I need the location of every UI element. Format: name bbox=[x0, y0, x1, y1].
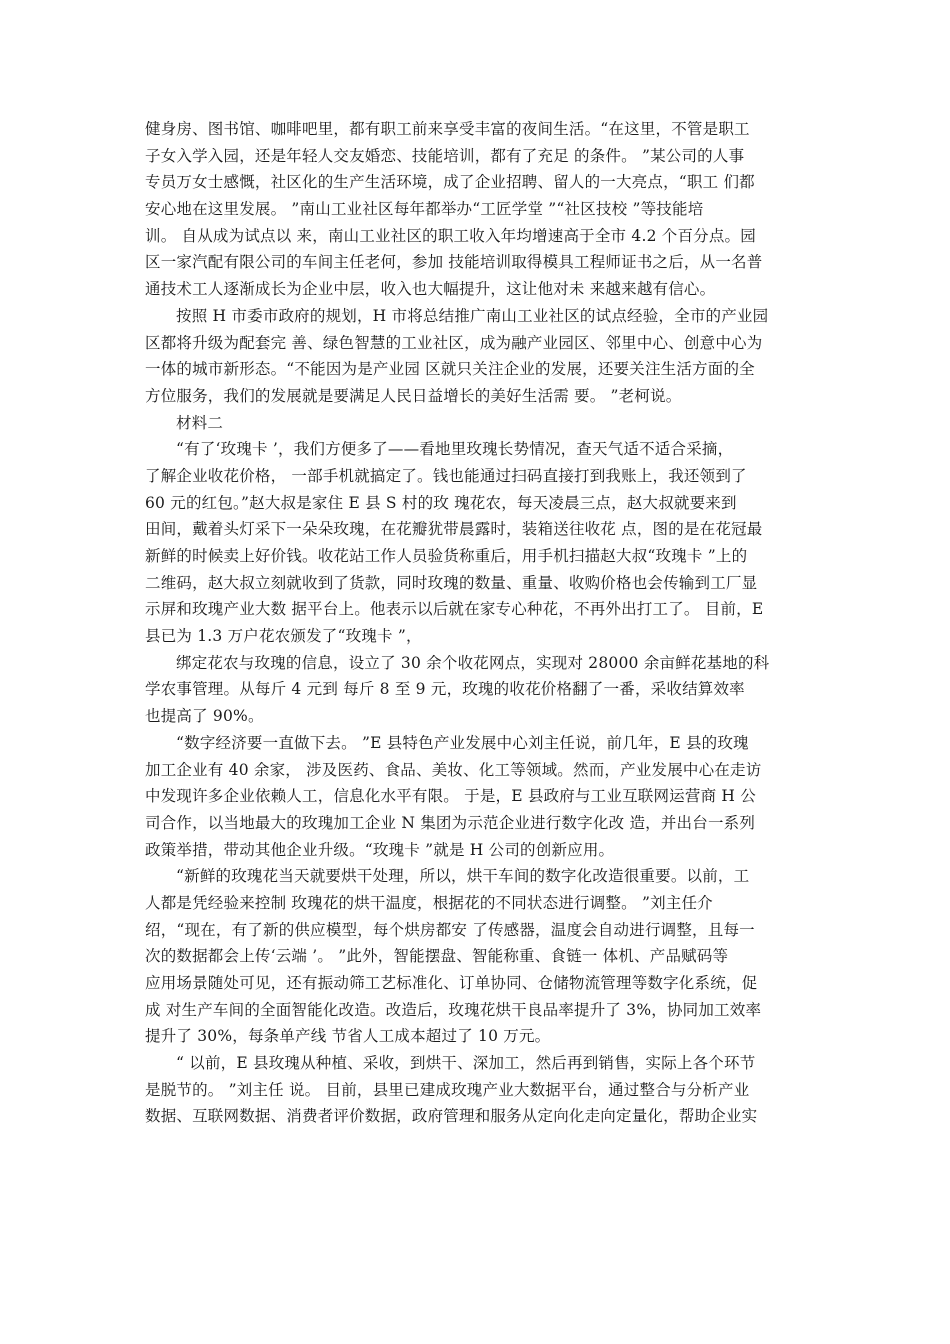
text-line: 一体的城市新形态。“不能因为是产业园 区就只关注企业的发展，还要关注生活方面的全 bbox=[145, 360, 755, 379]
text-line: 了解企业收花价格， 一部手机就搞定了。钱也能通过扫码直接打到我账上，我还领到了 bbox=[145, 466, 747, 485]
text-line: 健身房、图书馆、咖啡吧里，都有职工前来享受丰富的夜间生活。“在这里，不管是职工 bbox=[145, 120, 750, 138]
text-line: 安心地在这里发展。 ”南山工业社区每年都举办“工匠学堂 ”“社区技校 ”等技能培 bbox=[145, 200, 704, 219]
text-line: 人都是凭经验来控制 玫瑰花的烘干温度，根据花的不同状态进行调整。 ”刘主任介 bbox=[145, 893, 713, 912]
text-line: 提升了 30%，每条单产线 节省人工成本超过了 10 万元。 bbox=[145, 1027, 551, 1046]
text-line: 示屏和玫瑰产业大数 据平台上。他表示以后就在家专心种花，不再外出打工了。 目前，E bbox=[145, 600, 764, 619]
text-line: 是脱节的。 ”刘主任 说。 目前，县里已建成玫瑰产业大数据平台，通过整合与分析产业 bbox=[145, 1080, 750, 1099]
text-line: 二维码，赵大叔立刻就收到了货款，同时玫瑰的数量、重量、收购价格也会传输到工厂显 bbox=[145, 573, 758, 592]
text-line: 通技术工人逐渐成长为企业中层，收入也大幅提升，这让他对未 来越来越有信心。 bbox=[145, 280, 716, 299]
text-line: 成 对生产车间的全面智能化改造。改造后，玫瑰花烘干良品率提升了 3%，协同加工效率 bbox=[145, 1000, 762, 1019]
text-line: 材料二 bbox=[176, 413, 224, 432]
text-line: 新鲜的时候卖上好价钱。收花站工作人员验货称重后，用手机扫描赵大叔“玫瑰卡 ”上的 bbox=[145, 547, 748, 565]
text-line: 应用场景随处可见，还有振动筛工艺标准化、订单协同、仓储物流管理等数字化系统，促 bbox=[145, 974, 758, 992]
text-line: 田间，戴着头灯采下一朵朵玫瑰，在花瓣犹带晨露时，装箱送往收花 点，图的是在花冠最 bbox=[145, 520, 763, 539]
text-line: 绑定花农与玫瑰的信息，设立了 30 余个收花网点，实现对 28000 余亩鲜花基地的科 bbox=[176, 653, 770, 672]
text-line: 司合作，以当地最大的玫瑰加工企业 N 集团为示范企业进行数字化改 造，并出台一系列 bbox=[145, 813, 756, 832]
text-line: 县已为 1.3 万户花农颁发了“玫瑰卡 ”， bbox=[145, 627, 422, 646]
text-line: 学农事管理。从每斤 4 元到 每斤 8 至 9 元，玫瑰的收花价格翻了一番，采收结算效率 bbox=[145, 680, 745, 699]
text-line: 也提高了 90%。 bbox=[145, 707, 264, 726]
text-line: “有了‘玫瑰卡 ’，我们方便多了——看地里玫瑰长势情况，查天气适不适合采摘， bbox=[176, 440, 734, 459]
text-line: “数字经济要一直做下去。 ”E 县特色产业发展中心刘主任说，前几年，E 县的玫瑰 bbox=[176, 733, 749, 752]
text-line: 按照 H 市委市政府的规划，H 市将总结推广南山工业社区的试点经验，全市的产业园 bbox=[176, 306, 769, 325]
text-line: 数据、互联网数据、消费者评价数据，政府管理和服务从定向化走向定量化，帮助企业实 bbox=[145, 1107, 758, 1126]
text-line: 区都将升级为配套完 善、绿色智慧的工业社区，成为融产业园区、邻里中心、创意中心为 bbox=[145, 333, 763, 352]
text-line: 次的数据都会上传‘云端 ’。 ”此外，智能摆盘、智能称重、食链一 体机、产品赋码等 bbox=[145, 947, 729, 966]
document-page bbox=[145, 116, 809, 1130]
text-line: 专员万女士感慨，社区化的生产生活环境，成了企业招聘、留人的一大亮点，“职工 们都 bbox=[145, 173, 755, 192]
text-line: “新鲜的玫瑰花当天就要烘干处理，所以，烘干车间的数字化改造很重要。以前，工 bbox=[176, 867, 750, 886]
text-line: 区一家汽配有限公司的车间主任老何，参加 技能培训取得模具工程师证书之后，从一名普 bbox=[145, 253, 763, 272]
text-line: 绍，“现在，有了新的供应模型，每个烘房都安 了传感器，温度会自动进行调整，且每一 bbox=[145, 920, 755, 939]
text-line: 中发现许多企业依赖人工，信息化水平有限。 于是，E 县政府与工业互联网运营商 H 公 bbox=[145, 787, 756, 806]
text-line: 子女入学入园，还是年轻人交友婚恋、技能培训，都有了充足 的条件。 ”某公司的人事 bbox=[145, 146, 745, 165]
text-line: 训。 自从成为试点以 来，南山工业社区的职工收入年均增速高于全市 4.2 个百分点。园 bbox=[145, 226, 756, 245]
text-line: 60 元的红包。”赵大叔是家住 E 县 S 村的玫 瑰花农，每天凌晨三点，赵大叔就要来到 bbox=[145, 493, 737, 512]
text-line: 方位服务，我们的发展就是要满足人民日益增长的美好生活需 要。 ”老柯说。 bbox=[145, 386, 682, 405]
text-line: 加工企业有 40 余家， 涉及医药、食品、美妆、化工等领域。然而，产业发展中心在走访 bbox=[145, 760, 762, 779]
text-line: “ 以前，E 县玫瑰从种植、采收，到烘干、深加工，然后再到销售，实际上各个环节 bbox=[176, 1054, 756, 1073]
text-line: 政策举措，带动其他企业升级。“玫瑰卡 ”就是 H 公司的创新应用。 bbox=[145, 840, 615, 859]
